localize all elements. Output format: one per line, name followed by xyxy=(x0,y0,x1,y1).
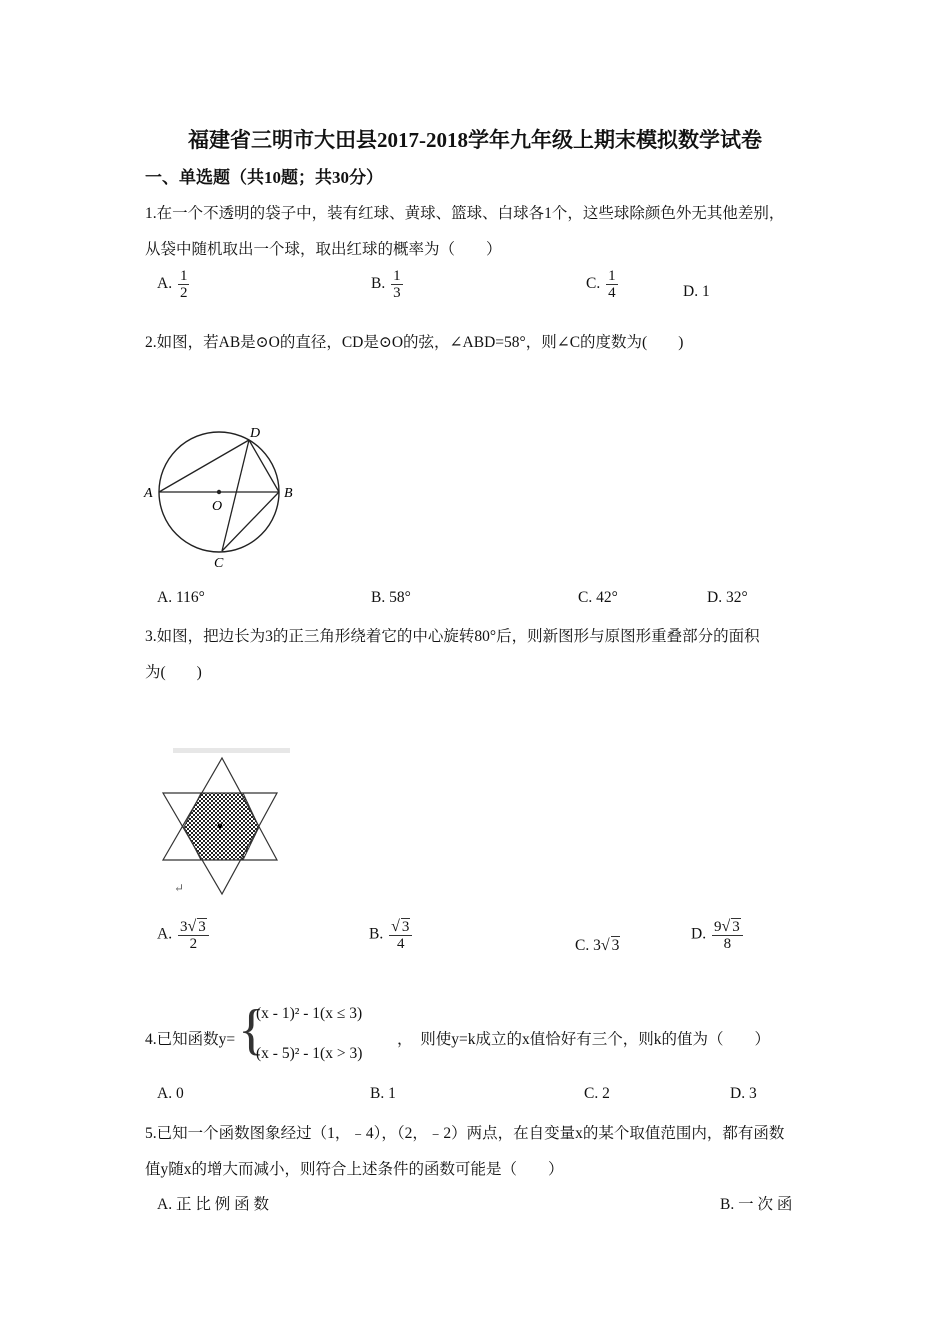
q3-option-c-coef: 3 xyxy=(593,937,601,954)
circle-figure xyxy=(138,420,308,572)
q4-option-d: D. 3 xyxy=(730,1085,757,1102)
sqrt-icon: √ xyxy=(187,918,197,935)
q1-option-a-denominator: 2 xyxy=(179,285,188,301)
q3-option-d-label: D. xyxy=(691,925,707,943)
q3-option-a-numerator xyxy=(178,918,209,936)
cropped-text-fragment xyxy=(173,748,290,753)
q1-option-c-fraction xyxy=(606,268,618,301)
q3-option-b-fraction xyxy=(389,918,412,952)
chord-ad xyxy=(159,440,249,492)
q5-text-line2: 值y随x的增大而减小，则符合上述条件的函数可能是（ ） xyxy=(145,1161,564,1178)
hexagram-figure xyxy=(155,748,290,898)
q3-option-d xyxy=(691,918,743,952)
q3-option-a-label: A. xyxy=(157,925,173,943)
q4-option-a: A. 0 xyxy=(157,1085,184,1102)
chord-dc xyxy=(222,440,249,551)
q3-option-d-radicand: 3 xyxy=(732,919,740,935)
q5-option-a: A. 正 比 例 函 数 xyxy=(157,1196,269,1213)
q2-option-d: D. 32° xyxy=(707,589,748,606)
label-a: A xyxy=(144,486,153,501)
q3-option-d-fraction xyxy=(712,918,743,952)
center-point-o xyxy=(217,490,221,494)
q1-option-c-denominator: 4 xyxy=(608,285,616,301)
q1-option-c xyxy=(586,268,618,301)
q4-suffix: ， 则使y=k成立的x值恰好有三个，则k的值为（ ） xyxy=(397,1031,770,1048)
q3-option-d-coef: 9 xyxy=(713,919,722,935)
q1-option-b xyxy=(371,268,403,301)
piecewise-brace-icon: { xyxy=(238,999,265,1061)
q1-option-b-denominator: 3 xyxy=(393,285,401,301)
q3-option-d-numerator xyxy=(712,918,743,936)
q2-text-line1: 2.如图，若AB是⊙O的直径，CD是⊙O的弦，∠ABD=58°，则∠C的度数为( ) xyxy=(145,334,684,351)
q3-option-b-denominator: 4 xyxy=(396,936,405,952)
q3-option-b xyxy=(369,918,412,952)
q4-option-c: C. 2 xyxy=(584,1085,610,1102)
sqrt-icon: √ xyxy=(391,918,400,935)
q4-piece2: (x - 5)² - 1(x > 3) xyxy=(256,1045,363,1062)
q4-option-b: B. 1 xyxy=(370,1085,396,1102)
q2-option-c: C. 42° xyxy=(578,589,618,606)
q3-option-d-denominator: 8 xyxy=(723,936,732,952)
q1-option-a-fraction xyxy=(178,268,190,301)
q3-option-a-radicand: 3 xyxy=(198,919,206,935)
q3-option-b-label: B. xyxy=(369,925,384,943)
q1-option-a xyxy=(157,268,189,301)
label-b: B xyxy=(284,486,293,501)
q4-prefix: 4.已知函数y= xyxy=(145,1031,236,1048)
label-d: D xyxy=(250,426,261,441)
section-heading: 一、单选题（共10题；共30分） xyxy=(145,168,383,187)
q3-option-b-numerator xyxy=(389,918,412,936)
q3-text-line2: 为( ) xyxy=(145,664,202,681)
label-o: O xyxy=(212,499,223,514)
q5-text-line1: 5.已知一个函数图象经过（1，﹣4），（2，﹣2）两点，在自变量x的某个取值范围内，都有函数 xyxy=(145,1125,785,1142)
q1-text-line1: 1.在一个不透明的袋子中，装有红球、黄球、篮球、白球各1个，这些球除颜色外无其他差别， xyxy=(145,205,785,222)
chord-db xyxy=(249,440,279,492)
q3-option-c-radicand: 3 xyxy=(611,937,620,954)
q3-option-a xyxy=(157,918,209,952)
q3-option-a-coef: 3 xyxy=(179,919,188,935)
q1-option-c-numerator: 1 xyxy=(608,268,616,284)
q3-option-c-label: C. xyxy=(575,937,590,954)
q1-option-d: D. 1 xyxy=(683,283,710,300)
q1-text-line2: 从袋中随机取出一个球，取出红球的概率为（ ） xyxy=(145,241,502,258)
sqrt-icon: √ xyxy=(721,918,731,935)
q4-piece1: (x - 1)² - 1(x ≤ 3) xyxy=(256,1005,363,1022)
q3-option-a-fraction xyxy=(178,918,209,952)
q2-option-b: B. 58° xyxy=(371,589,411,606)
q2-option-a: A. 116° xyxy=(157,589,205,606)
q1-option-b-fraction xyxy=(391,268,403,301)
q3-option-b-radicand: 3 xyxy=(401,919,410,935)
q1-option-a-numerator: 1 xyxy=(179,268,188,284)
exam-title: 福建省三明市大田县2017-2018学年九年级上期末模拟数学试卷 xyxy=(188,128,762,152)
q1-option-c-label: C. xyxy=(586,275,601,293)
q3-option-a-denominator: 2 xyxy=(189,936,198,952)
return-mark-icon: ↵ xyxy=(174,881,185,895)
q5-option-b: B. 一 次 函 xyxy=(720,1196,793,1213)
q1-option-a-label: A. xyxy=(157,275,173,293)
triangle-center-point xyxy=(218,824,223,829)
q1-option-b-numerator: 1 xyxy=(393,268,401,284)
label-c: C xyxy=(214,556,224,571)
q1-option-b-label: B. xyxy=(371,275,386,293)
sqrt-icon: √ xyxy=(600,937,610,954)
q3-text-line1: 3.如图，把边长为3的正三角形绕着它的中心旋转80°后，则新图形与原图形重叠部分的面积 xyxy=(145,628,760,645)
q3-option-c xyxy=(575,936,620,955)
